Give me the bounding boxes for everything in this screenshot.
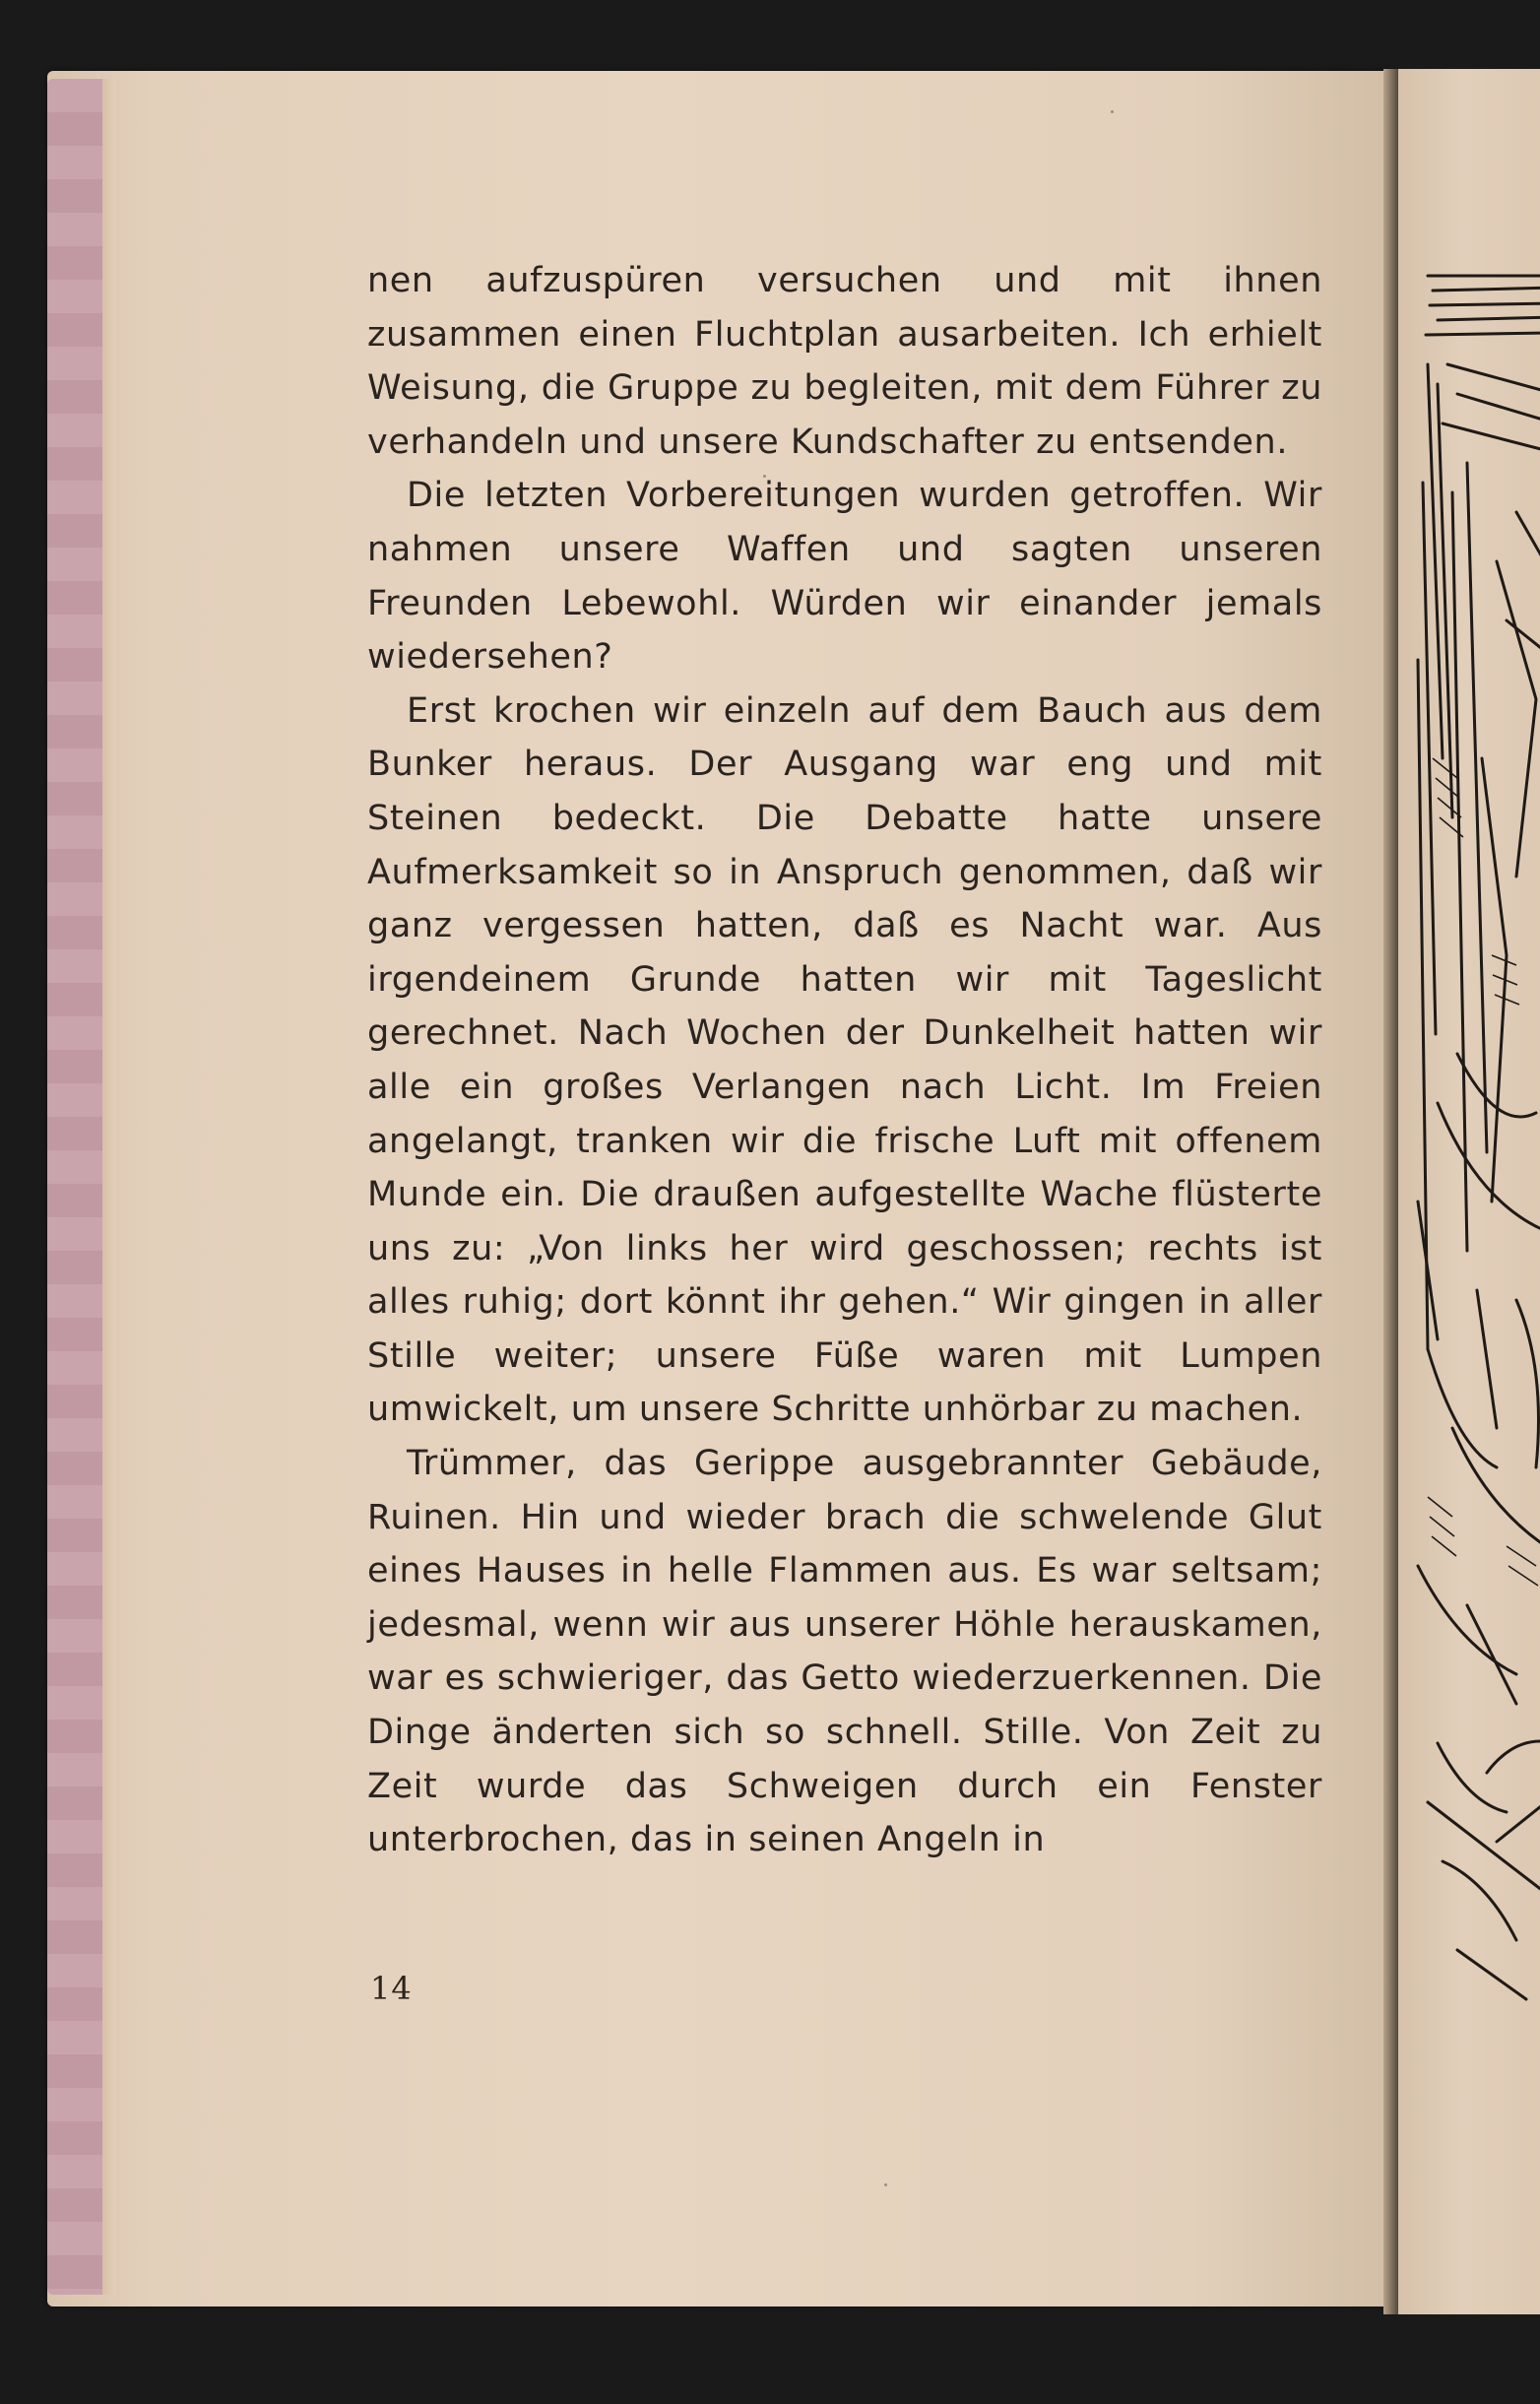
paragraph-3: Erst krochen wir einzeln auf dem Bauch aus dem Bunker heraus. Der Ausgang war eng und mit Steinen bedeckt. Die Debatte hatte unsere Aufmerksamkeit so in Anspruch genommen, daß wir ganz vergessen hatten, daß es Nacht war. Aus irgendeinem Grunde hatten wir mit Tageslicht gerechnet. Nach Wochen der Dunkelheit hatten wir alle ein großes Verlangen nach Licht. Im Freien angelangt, tranken wir die frische Luft mit offenem Munde ein. Die draußen aufgestellte Wache flüsterte uns zu: „Von links her wird geschossen; rechts ist alles ruhig; dort könnt ihr gehen.“ Wir gingen in aller Stille weiter; unsere Füße waren mit Lumpen umwickelt, um unsere Schritte unhörbar zu machen.: [367, 690, 1322, 1430]
page-number: 14: [370, 1970, 413, 2007]
body-text: [367, 254, 1322, 1867]
paragraph-2: Die letzten Vorbereitungen wurden getroffen. Wir nahmen unsere Waffen und sagten unseren Freunden Lebewohl. Würden wir einander jemals wiedersehen?: [367, 476, 1322, 678]
sketch-drawing-icon: [1398, 69, 1540, 2314]
page-stack-edge: [47, 79, 102, 2295]
paragraph-1: nen aufzuspüren versuchen und mit ihnen zusammen einen Fluchtplan ausarbeiten. Ich erhielt Weisung, die Gruppe zu begleiten, mit dem Führer zu verhandeln und unsere Kundschafter zu entsenden.: [367, 261, 1322, 462]
facing-page-illustration: [1398, 69, 1540, 2314]
paragraph-4: Trümmer, das Gerippe ausgebrannter Gebäude, Ruinen. Hin und wieder brach die schwelende Glut eines Hauses in helle Flammen aus. Es war seltsam; jedesmal, wenn wir aus unserer Höhle herauskamen, war es schwieriger, das Getto wiederzuerkennen. Die Dinge änderten sich so schnell. Stille. Von Zeit zu Zeit wurde das Schweigen durch ein Fenster unterbrochen, das in seinen Angeln in: [367, 1444, 1322, 1860]
paper-speck: [884, 2183, 887, 2186]
paper-speck: [1111, 110, 1114, 113]
